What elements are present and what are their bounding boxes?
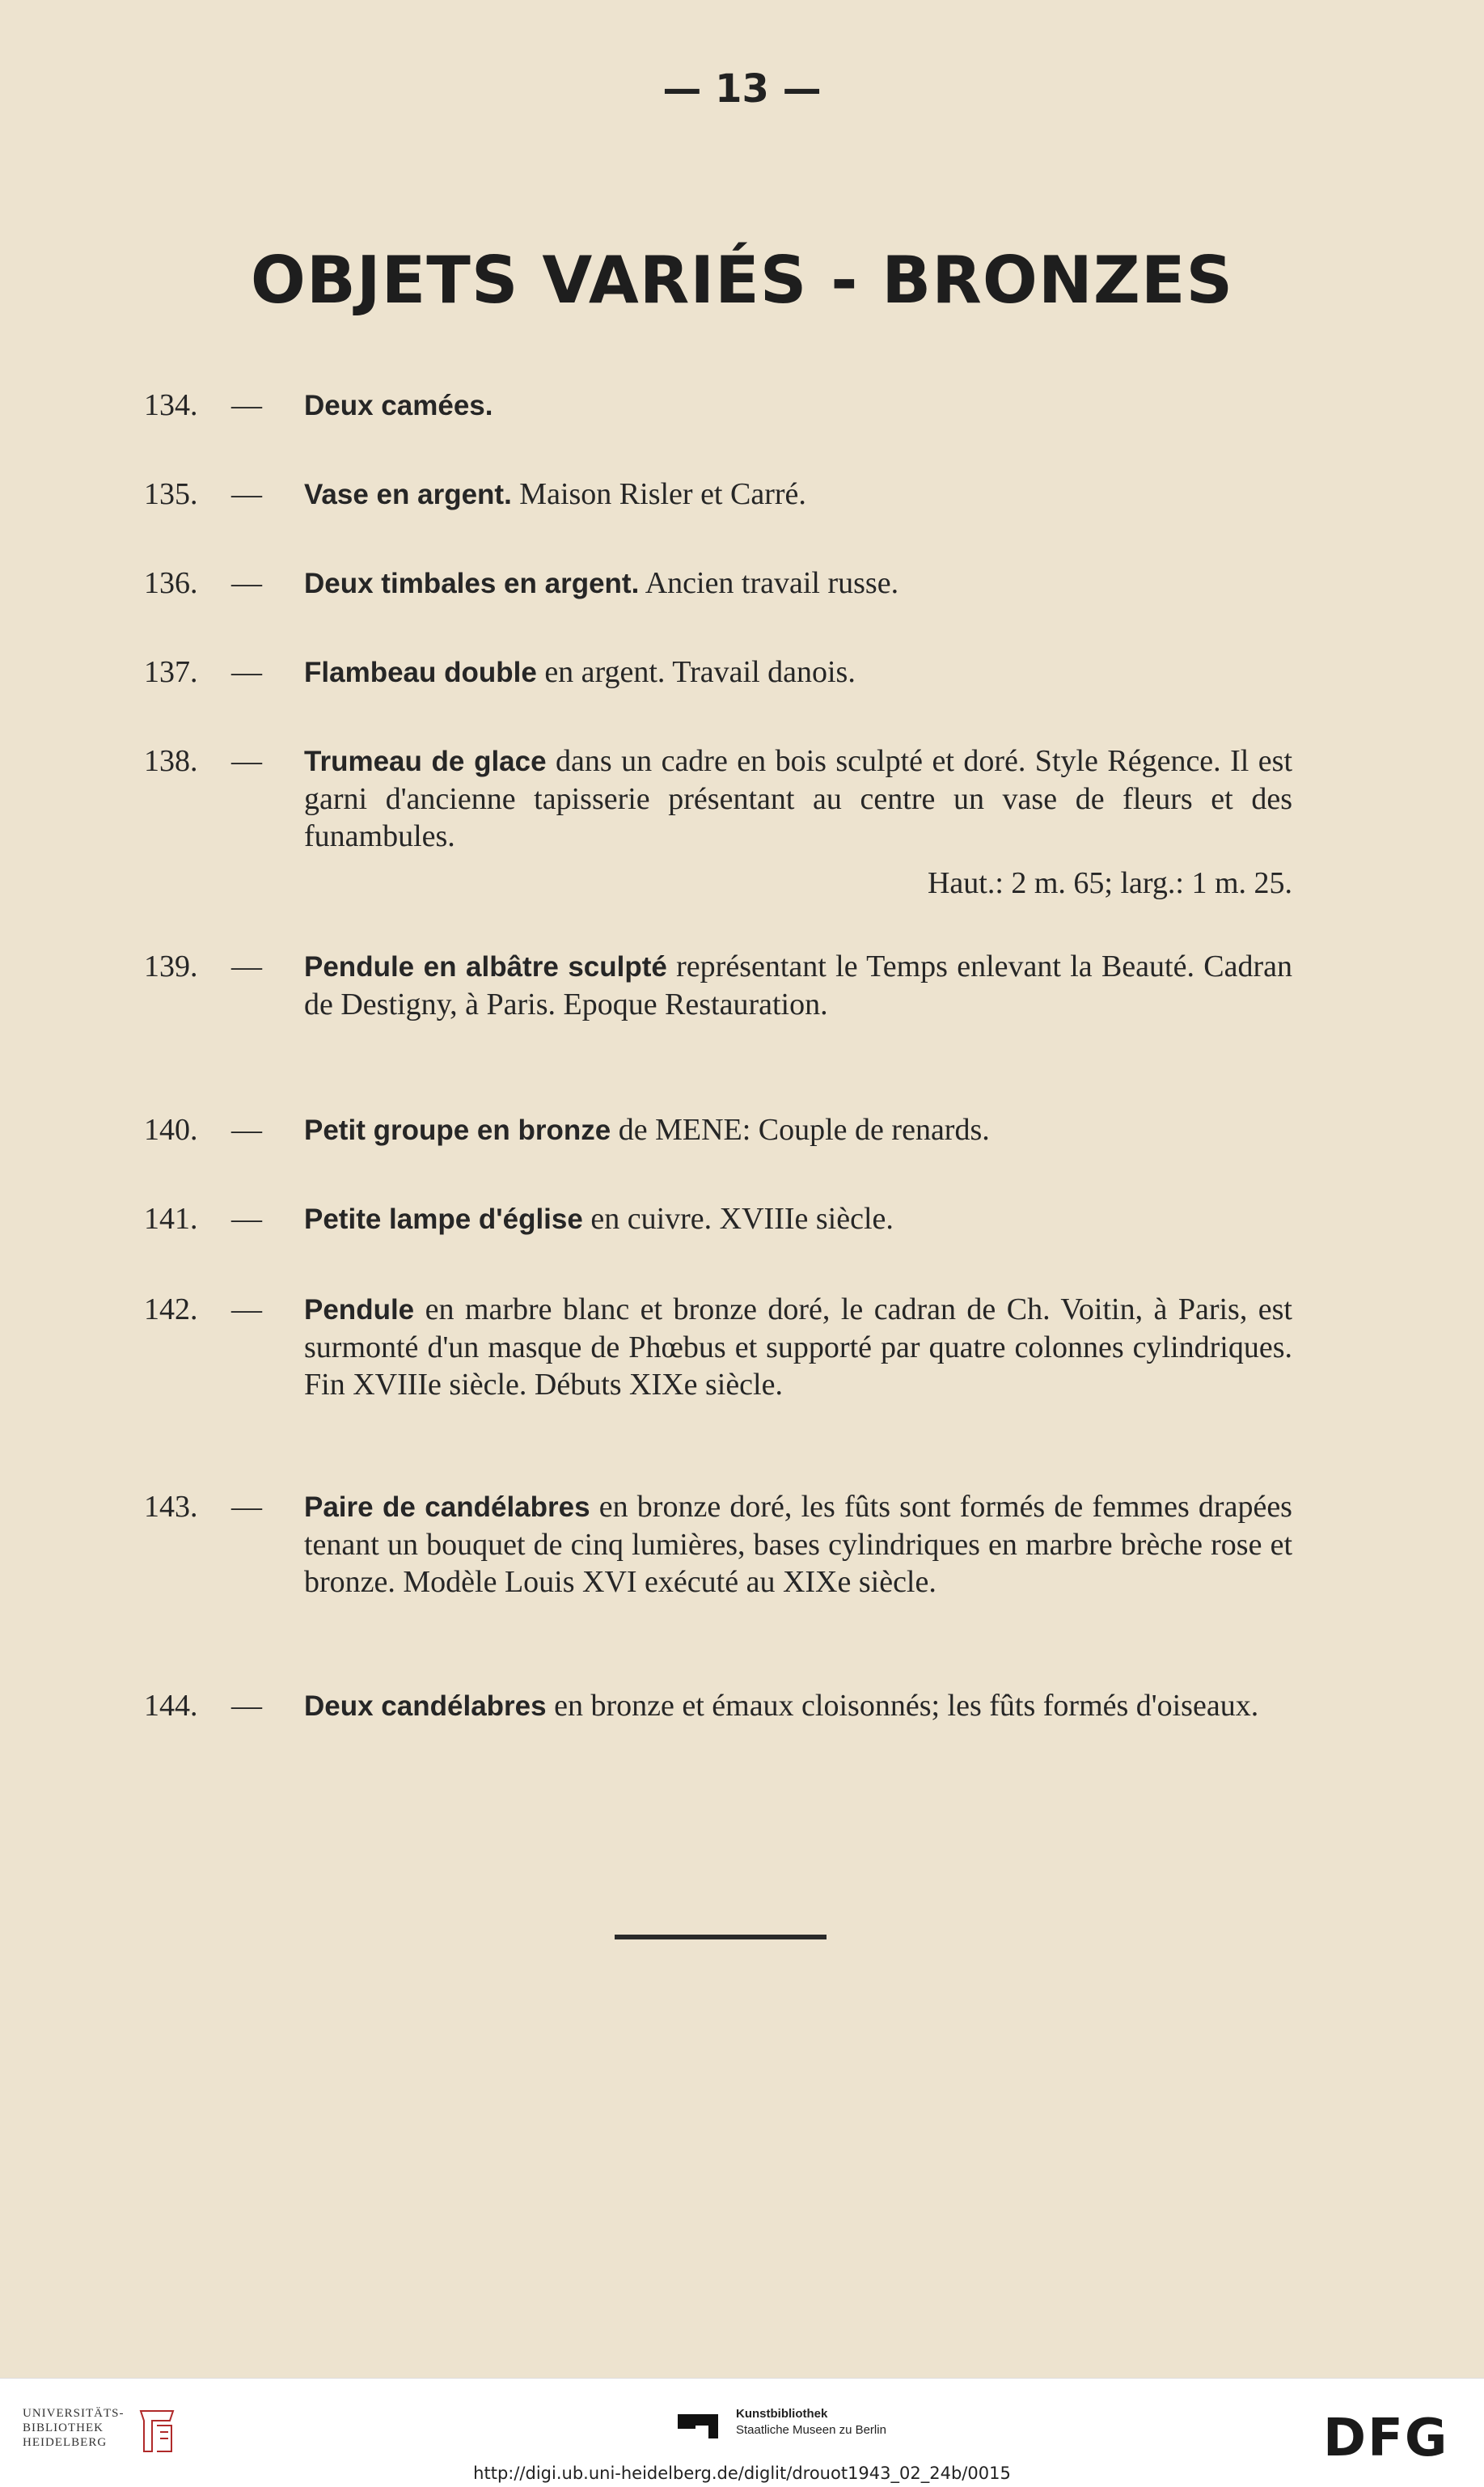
lot-number: 142. [144, 1292, 198, 1326]
lot-text: Ancien travail russe. [639, 566, 899, 600]
lot-number: 137. [144, 655, 198, 689]
lot-text: en argent. Travail danois. [536, 655, 856, 689]
page-title: OBJETS VARIÉS - BRONZES [250, 243, 1234, 318]
lot-description [304, 1687, 1292, 1725]
lot-title: Petit groupe en bronze [304, 1114, 611, 1146]
lot-description [304, 1291, 1292, 1403]
lot-title: Flambeau double [304, 657, 537, 688]
lot-dimensions: Haut.: 2 m. 65; larg.: 1 m. 25. [927, 866, 1292, 900]
lot-dash: — [231, 477, 262, 511]
dfg-logo[interactable]: DFG [1323, 2409, 1449, 2468]
lot-number: 139. [144, 950, 198, 983]
lot-number: 134. [144, 388, 198, 422]
end-rule [615, 1935, 827, 1939]
lot-title: Pendule en albâtre sculpté [304, 951, 667, 983]
lot-description [304, 387, 1292, 425]
lot-description [304, 1488, 1292, 1601]
lot-text: représentant le Temps enlevant la Beauté. Cadran de Destigny, à Paris. Epoque Restauration. [304, 950, 1292, 1021]
lot-entry-141 [144, 1200, 1292, 1238]
lot-text: en bronze doré, les fûts sont formés de femmes drapées tenant un bouquet de cinq lumières, bases cylindriques en marbre brèche rose et bronze. Modèle Louis XVI exécuté au XIXe siècle. [304, 1490, 1292, 1599]
lot-title: Vase en argent. [304, 479, 512, 510]
lot-number: 136. [144, 566, 198, 600]
lot-title: Deux timbales en argent. [304, 568, 640, 599]
lot-dash: — [231, 744, 262, 778]
lot-dash: — [231, 1202, 262, 1236]
lot-entry-139 [144, 948, 1292, 1023]
lot-text: en bronze et émaux cloisonnés; les fûts formés d'oiseaux. [546, 1689, 1259, 1723]
lot-title: Paire de candélabres [304, 1491, 590, 1523]
lot-dash: — [231, 1490, 262, 1524]
lot-title: Petite lampe d'église [304, 1203, 583, 1235]
university-library-logo[interactable] [23, 2406, 125, 2450]
lot-description [304, 1200, 1292, 1238]
lot-entry-137 [144, 653, 1292, 692]
lot-entry-143 [144, 1488, 1292, 1601]
lot-title: Pendule [304, 1294, 415, 1326]
logo-line: BIBLIOTHEK [23, 2421, 104, 2434]
lot-description [304, 476, 1292, 514]
lot-entry-136 [144, 565, 1292, 603]
lot-title: Deux camées. [304, 390, 493, 421]
lot-dash: — [231, 950, 262, 983]
lot-entry-142 [144, 1291, 1292, 1403]
lot-entry-135 [144, 476, 1292, 514]
kunstbibliothek-title: Kunstbibliothek [736, 2407, 828, 2421]
lot-text: Maison Risler et Carré. [511, 477, 806, 511]
lot-description [304, 742, 1292, 855]
lot-title: Trumeau de glace [304, 746, 547, 777]
lot-entry-138 [144, 742, 1292, 902]
lot-description [304, 653, 1292, 692]
lot-dash: — [231, 388, 262, 422]
kunstbibliothek-subtitle: Staatliche Museen zu Berlin [736, 2423, 886, 2437]
lot-text: dans un cadre en bois sculpté et doré. Style Régence. Il est garni d'ancienne tapisserie présentant au centre un vase de fleurs et des funambules. [304, 744, 1292, 853]
lot-number: 143. [144, 1490, 198, 1524]
lot-text: en cuivre. XVIIIe siècle. [582, 1202, 894, 1236]
lot-title: Deux candélabres [304, 1690, 547, 1722]
lot-dash: — [231, 655, 262, 689]
lot-number: 135. [144, 477, 198, 511]
kunstbibliothek-logo[interactable] [736, 2406, 886, 2438]
logo-line: HEIDELBERG [23, 2436, 108, 2449]
lot-description [304, 948, 1292, 1023]
lot-dash: — [231, 566, 262, 600]
lot-number: 144. [144, 1689, 198, 1723]
lot-text: en marbre blanc et bronze doré, le cadran de Ch. Voitin, à Paris, est surmonté d'un masque de Phœbus et supporté par quatre colonnes cylindriques. Fin XVIIIe siècle. Débuts XIXe siècle. [304, 1292, 1292, 1402]
lot-number: 140. [144, 1113, 198, 1147]
source-url[interactable]: http://digi.ub.uni-heidelberg.de/diglit/drouot1943_02_24b/0015 [473, 2464, 1011, 2483]
lot-dash: — [231, 1689, 262, 1723]
lot-entry-140 [144, 1111, 1292, 1149]
kunstbibliothek-logo-icon [678, 2406, 722, 2445]
lot-number: 141. [144, 1202, 198, 1236]
lot-description [304, 565, 1292, 603]
university-emblem-icon [136, 2405, 178, 2455]
lot-dash: — [231, 1113, 262, 1147]
lot-number: 138. [144, 744, 198, 778]
lot-entry-134 [144, 387, 1292, 425]
logo-line: UNIVERSITÄTS- [23, 2407, 125, 2420]
page-number: — 13 — [662, 66, 822, 112]
lot-entry-144 [144, 1687, 1292, 1725]
lot-text: de MENE: Couple de renards. [611, 1113, 990, 1147]
lot-description [304, 1111, 1292, 1149]
lot-dash: — [231, 1292, 262, 1326]
